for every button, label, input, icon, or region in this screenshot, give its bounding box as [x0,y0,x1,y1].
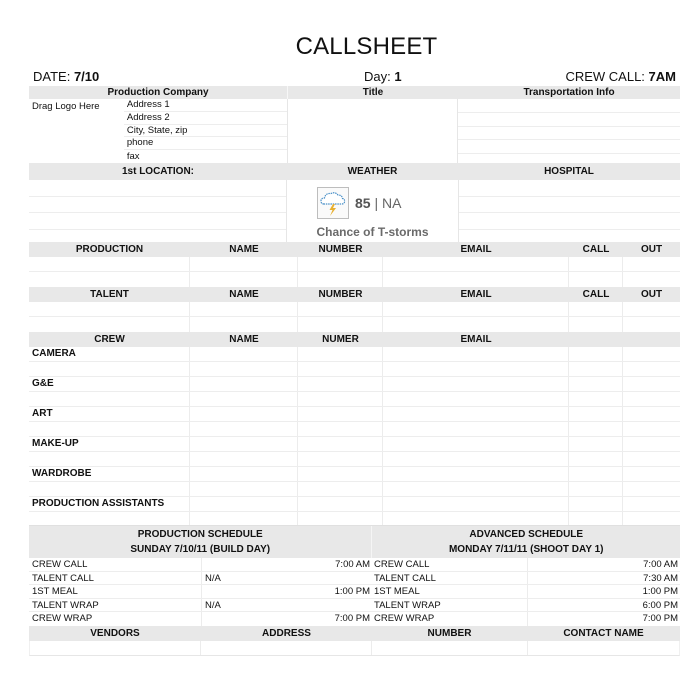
transportation-field[interactable] [457,99,680,163]
crew-call-value: 7AM [648,69,676,84]
out-col-header: OUT [640,244,663,255]
day-label: Day: [364,69,391,84]
crew-dept-ge[interactable] [29,377,680,392]
schedule-row[interactable] [29,572,680,586]
transportation-header: Transportation Info [523,87,615,98]
advanced-schedule-header [371,526,680,558]
schedule-time: 7:00 AM [335,559,370,570]
email-col-header: EMAIL [460,244,492,255]
production-schedule-title: PRODUCTION SCHEDULE [137,529,263,540]
dept-label: PRODUCTION ASSISTANTS [32,498,165,509]
date-value: 7/10 [73,69,100,84]
schedule-time [241,572,372,585]
phone-field[interactable]: phone [124,137,287,150]
production-company-header: Production Company [107,87,209,98]
schedule-time: 7:00 PM [334,613,370,625]
dept-label: CAMERA [32,348,76,359]
schedule-header [29,526,680,558]
schedule-label: CREW WRAP [32,613,93,625]
advanced-schedule-label: 1ST MEAL [374,586,420,598]
weather-header: WEATHER [347,166,398,177]
location-field[interactable] [29,180,286,242]
contact-name-col-header: CONTACT NAME [563,627,644,639]
weather-temperature: 85 | NA [355,195,402,211]
schedule-note [201,585,241,598]
schedule-label: 1ST MEAL [32,586,78,598]
top-section-header [29,86,680,99]
production-schedule-header [29,526,371,558]
fax-field[interactable]: fax [126,151,140,163]
schedule-time [241,599,372,612]
city-state-zip[interactable]: City, State, zip [124,125,287,138]
crew-table-header [29,332,680,347]
crew-row[interactable] [29,482,680,497]
crew-col-header: CREW [94,334,125,345]
dept-label: WARDROBE [32,468,92,479]
email-col-header: EMAIL [460,289,492,300]
out-col-header [623,332,680,347]
crew-call-label: CREW CALL: [565,69,645,84]
address-col-header: ADDRESS [262,627,311,639]
location-section-header [29,163,680,180]
call-col-header [569,332,623,347]
talent-table-header [29,287,680,302]
date-label: DATE: [33,69,71,84]
day-field[interactable] [364,69,402,84]
hospital-header: HOSPITAL [544,166,594,177]
crew-dept-art[interactable] [29,407,680,422]
crew-row[interactable] [29,392,680,407]
dept-label: G&E [32,378,54,389]
production-schedule-subtitle: SUNDAY 7/10/11 (BUILD DAY) [130,544,271,555]
schedule-label: TALENT CALL [32,572,94,584]
callsheet-table [29,86,680,656]
name-col-header: NAME [229,244,259,255]
schedule-label: CREW CALL [32,559,88,570]
address-line-2[interactable]: Address 2 [124,112,287,125]
name-col-header: NAME [229,334,259,345]
date-field[interactable] [33,69,99,84]
advanced-schedule-label: CREW WRAP [374,613,435,625]
advanced-schedule-subtitle: MONDAY 7/11/11 (SHOOT DAY 1) [448,544,604,555]
number-col-header: NUMER [322,334,359,345]
hospital-field[interactable] [458,180,680,242]
advanced-schedule-time: 7:00 AM [527,558,680,571]
call-col-header: CALL [582,289,610,300]
advanced-schedule-time: 1:00 PM [527,585,680,598]
schedule-label: TALENT WRAP [32,599,99,611]
schedule-note: N/A [201,572,241,585]
dept-label: MAKE-UP [32,438,79,449]
crew-row[interactable] [29,512,680,526]
top-section-body [29,99,680,163]
schedule-time: 1:00 PM [334,586,370,598]
talent-row[interactable] [29,317,680,332]
title-field[interactable] [287,99,458,163]
talent-col-header: TALENT [90,289,129,300]
schedule-row[interactable] [29,558,680,572]
advanced-schedule-label: TALENT CALL [374,572,436,584]
advanced-schedule-time: 7:00 PM [527,612,680,626]
location-header: 1st LOCATION: [121,166,195,177]
crew-dept-camera[interactable] [29,347,680,362]
title-header: Title [287,86,458,99]
name-col-header: NAME [229,289,259,300]
dept-label: ART [32,408,53,419]
page-title: CALLSHEET [295,33,438,60]
schedule-row[interactable] [29,585,680,599]
day-value: 1 [394,69,402,84]
schedule-note [201,612,241,626]
call-col-header: CALL [582,244,610,255]
logo-placeholder[interactable]: Drag Logo Here [32,101,100,112]
vendors-table-header [29,626,680,641]
production-row[interactable] [29,257,680,272]
out-col-header: OUT [640,289,663,300]
schedule-note: N/A [201,599,241,612]
schedule-row[interactable] [29,612,680,626]
number-col-header: NUMBER [427,627,472,639]
schedule-note [201,558,241,571]
schedule-row[interactable] [29,599,680,613]
advanced-schedule-label: CREW CALL [374,559,430,570]
number-col-header: NUMBER [318,289,363,300]
crew-row[interactable] [29,422,680,437]
advanced-schedule-time: 6:00 PM [527,599,680,612]
crew-row[interactable] [29,362,680,377]
production-table-header [29,242,680,257]
email-col-header: EMAIL [460,334,492,345]
address-block [124,99,287,163]
crew-row[interactable] [29,452,680,467]
vendor-row[interactable] [29,641,680,656]
advanced-schedule-label: TALENT WRAP [374,599,441,611]
weather-description: Chance of T-storms [316,225,429,239]
advanced-schedule-title: ADVANCED SCHEDULE [469,529,584,540]
thunderstorm-cloud-icon [317,187,349,219]
number-col-header: NUMBER [318,244,363,255]
advanced-schedule-time: 7:30 AM [527,572,680,585]
crew-dept-production-assistants[interactable] [29,497,680,512]
crew-dept-makeup[interactable] [29,437,680,452]
production-col-header: PRODUCTION [75,244,144,255]
talent-row[interactable] [29,302,680,317]
production-row[interactable] [29,272,680,287]
crew-dept-wardrobe[interactable] [29,467,680,482]
crew-call-field[interactable] [565,69,676,84]
vendors-col-header: VENDORS [90,627,140,639]
address-line-1[interactable]: Address 1 [124,99,287,112]
